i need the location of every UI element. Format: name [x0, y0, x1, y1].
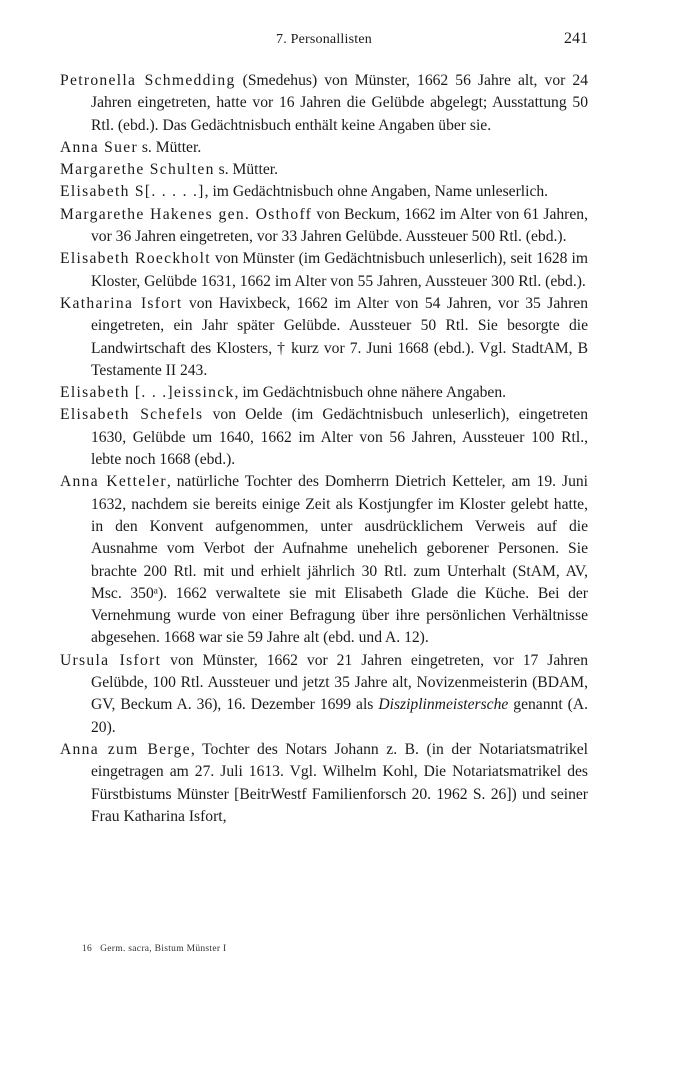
list-item	[60, 739, 588, 828]
person-name: Anna Suer	[60, 138, 138, 156]
entry-text: (Smedehus) von Münster, 1662 56 Jahre alt, vor 24 Jahren eingetreten, hatte vor 16 Jahren die Gelübde abgelegt; Ausstattung 50 Rtl. (ebd.). Das Gedächtnisbuch enthält keine Angaben über sie.	[91, 72, 588, 134]
personnel-list	[60, 70, 588, 828]
italic-term: Disziplinmeistersche	[378, 696, 509, 714]
signature-mark: 16	[82, 944, 93, 954]
person-name: Anna zum Berge	[60, 740, 191, 758]
entry-text-tail: genannt (A. 20).	[91, 696, 588, 736]
list-item	[60, 159, 588, 181]
entry-text: , im Gedächtnisbuch ohne nähere Angaben.	[234, 384, 507, 402]
list-item	[60, 204, 588, 249]
page-header	[60, 32, 588, 56]
person-name: Elisabeth [. . .]eissinck	[60, 384, 235, 402]
person-name: Katharina Isfort	[60, 294, 183, 312]
person-name: Margarethe Schulten	[60, 161, 215, 179]
list-item	[60, 404, 588, 471]
list-item	[60, 293, 588, 382]
entry-text: s. Mütter.	[137, 138, 202, 156]
entry-text: von Münster, 1662 vor 21 Jahren eingetreten, vor 17 Jahren Gelübde, 100 Rtl. Aussteuer und jetzt 35 Jahre alt, Novizenmeisterin (BDAM, GV, Beckum A. 36), 16. Dezember 1699 als	[91, 651, 588, 714]
person-name: Elisabeth S[. . . . .]	[60, 183, 205, 201]
entry-text: von Oelde (im Gedächtnisbuch unleserlich), eingetreten 1630, Gelübde um 1640, 1662 im Alter von 56 Jahren, Aussteuer 100 Rtl., lebte noch 1668 (ebd.).	[91, 406, 588, 469]
page-number: 241	[564, 30, 588, 47]
list-item	[60, 70, 588, 137]
person-name: Elisabeth Schefels	[60, 406, 204, 424]
person-name: Ursula Isfort	[60, 651, 162, 669]
entry-text: , natürliche Tochter des Domherrn Dietrich Ketteler, am 19. Juni 1632, nachdem sie bereits einige Zeit als Kostjungfer im Kloster gelebt hatte, in den Konvent aufgenommen, unter ausdrücklichem Verweis auf die Ausnahme vom Verbot der Aufnahme unehelich geborener Personen. Sie brachte 200 Rtl. mit und erhielt jährlich 30 Rtl. zum Unterhalt (StAM, AV, Msc. 350ᵃ). 1662 verwaltete sie mit Elisabeth Glade die Küche. Bei der Vernehmung wurde von einer Befragung über ihre persönlichen Verhältnisse abgesehen. 1668 war sie 59 Jahre alt (ebd. und A. 12).	[91, 473, 589, 647]
person-name: Margarethe Hakenes gen. Osthoff	[60, 205, 313, 223]
person-name: Anna Ketteler	[60, 473, 167, 491]
entry-text: , im Gedächtnisbuch ohne Angaben, Name unleserlich.	[204, 183, 549, 201]
list-item	[60, 181, 588, 203]
list-item	[60, 248, 588, 293]
entry-text: von Münster (im Gedächtnisbuch unleserlich), seit 1628 im Kloster, Gelübde 1631, 1662 im Alter von 55 Jahren, Aussteuer 300 Rtl. (ebd.).	[91, 250, 588, 290]
footer-text: Germ. sacra, Bistum Münster I	[100, 944, 227, 954]
person-name: Elisabeth Roeckholt	[60, 250, 211, 268]
entry-text: , Tochter des Notars Johann z. B. (in der Notariatsmatrikel eingetragen am 27. Juli 1613. Vgl. Wilhelm Kohl, Die Notariatsmatrikel des Fürstbistums Münster [BeitrWestf Familienforsch 20. 1962 S. 26]) und seiner Frau Katharina Isfort,	[91, 740, 588, 825]
list-item	[60, 382, 588, 404]
person-name: Petronella Schmedding	[60, 72, 236, 89]
running-title: 7. Personallisten	[276, 32, 372, 47]
entry-text: s. Mütter.	[214, 161, 278, 179]
page-footer	[82, 944, 226, 954]
entry-text: von Havixbeck, 1662 im Alter von 54 Jahren, vor 35 Jahren eingetreten, ein Jahr später Gelübde. Aussteuer 50 Rtl. Sie besorgte die Landwirtschaft des Klosters, † kurz vor 7. Juni 1668 (ebd.). Vgl. StadtAM, B Testamente II 243.	[91, 294, 588, 379]
list-item	[60, 471, 588, 649]
list-item	[60, 650, 588, 739]
list-item	[60, 137, 588, 159]
entry-text: von Beckum, 1662 im Alter von 61 Jahren, vor 36 Jahren eingetreten, vor 33 Jahren Gelübde. Aussteuer 500 Rtl. (ebd.).	[91, 205, 588, 246]
